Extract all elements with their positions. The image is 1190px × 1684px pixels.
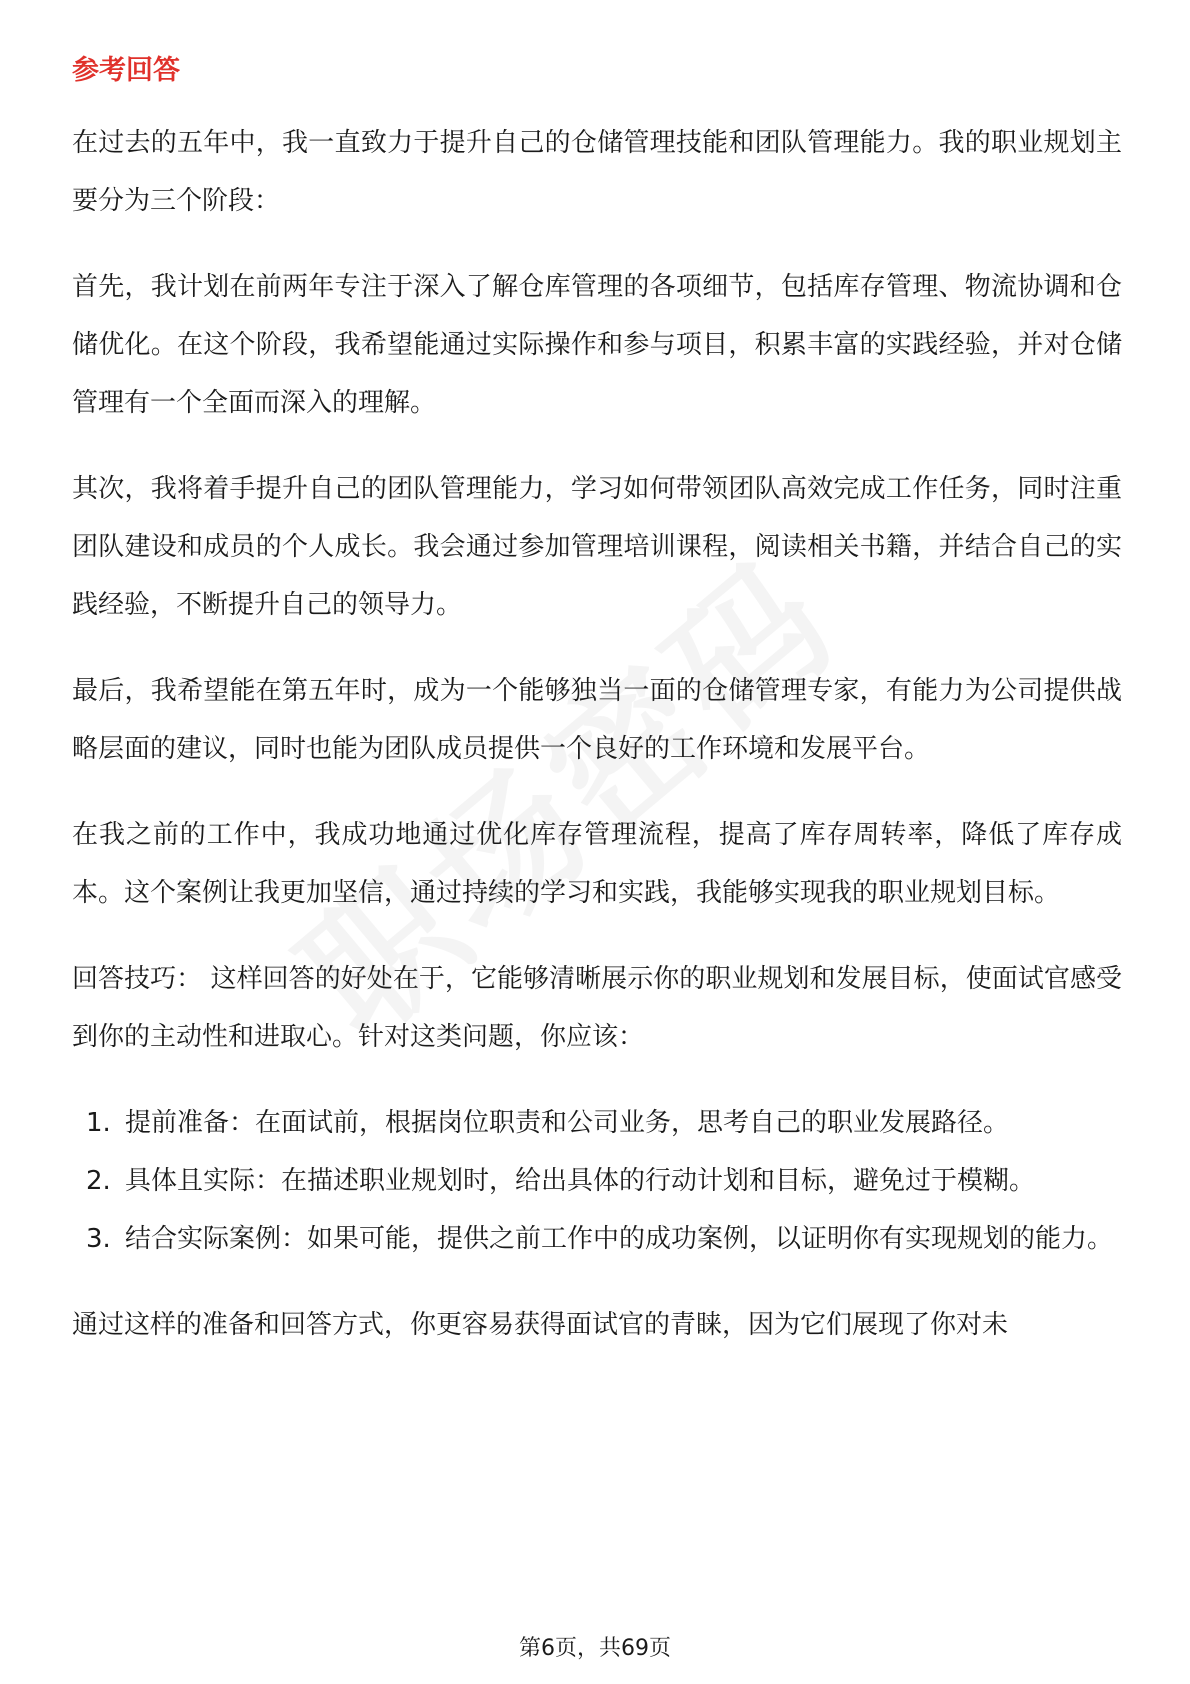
list-number: 1. [86,1108,111,1138]
list-item [72,1094,1122,1152]
paragraph-tips: 回答技巧： 这样回答的好处在于，它能够清晰展示你的职业规划和发展目标，使面试官感受到你的主动性和进取心。针对这类问题，你应该： [72,964,1122,1052]
list-number: 2. [86,1166,111,1196]
section-heading: 参考回答 [72,55,180,86]
list-item [72,1210,1122,1268]
paragraph-case: 在我之前的工作中，我成功地通过优化库存管理流程，提高了库存周转率，降低了库存成本。这个案例让我更加坚信，通过持续的学习和实践，我能够实现我的职业规划目标。 [72,820,1122,908]
list-text: 提前准备：在面试前，根据岗位职责和公司业务，思考自己的职业发展路径。 [125,1108,1010,1138]
page-number: 第6页，共69页 [519,1636,671,1661]
paragraph-intro: 在过去的五年中，我一直致力于提升自己的仓储管理技能和团队管理能力。我的职业规划主要分为三个阶段： [72,128,1122,216]
list-item [72,1152,1122,1210]
paragraph-stage-one: 首先，我计划在前两年专注于深入了解仓库管理的各项细节，包括库存管理、物流协调和仓储优化。在这个阶段，我希望能通过实际操作和参与项目，积累丰富的实践经验，并对仓储管理有一个全面而深入的理解。 [72,272,1122,418]
list-text: 结合实际案例：如果可能，提供之前工作中的成功案例，以证明你有实现规划的能力。 [125,1224,1114,1254]
list-text: 具体且实际：在描述职业规划时，给出具体的行动计划和目标，避免过于模糊。 [125,1166,1036,1196]
list-number: 3. [86,1224,111,1254]
paragraph-stage-three: 最后，我希望能在第五年时，成为一个能够独当一面的仓储管理专家，有能力为公司提供战略层面的建议，同时也能为团队成员提供一个良好的工作环境和发展平台。 [72,676,1122,764]
page-content [72,46,1122,1382]
paragraph-stage-two: 其次，我将着手提升自己的团队管理能力，学习如何带领团队高效完成工作任务，同时注重团队建设和成员的个人成长。我会通过参加管理培训课程，阅读相关书籍，并结合自己的实践经验，不断提升自己的领导力。 [72,474,1122,620]
tips-list [72,1094,1122,1268]
paragraph-closing: 通过这样的准备和回答方式，你更容易获得面试官的青睐，因为它们展现了你对未 [72,1310,1009,1340]
